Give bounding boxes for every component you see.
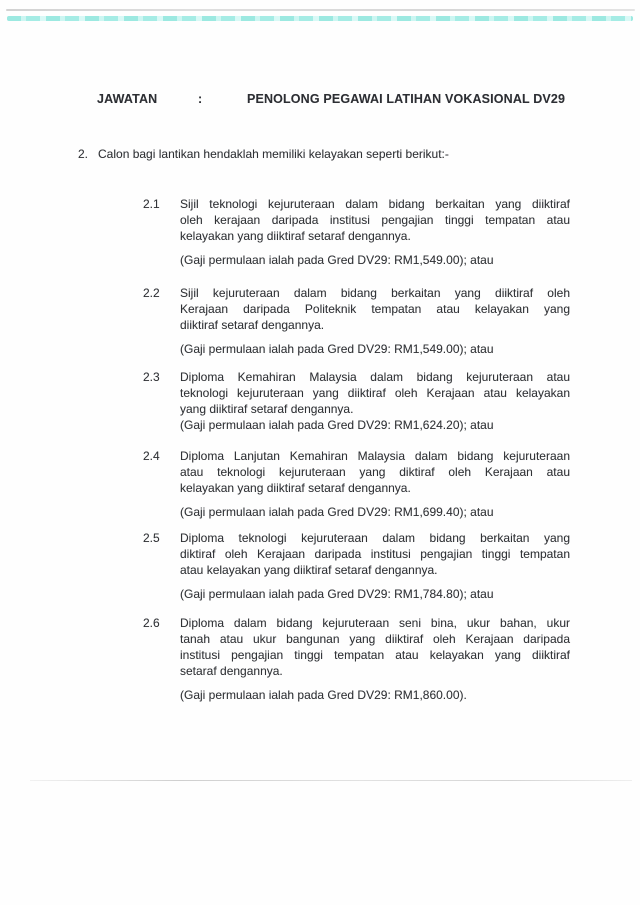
qualification-item	[143, 369, 570, 433]
intro-row	[78, 146, 449, 162]
item-line: diktiraf oleh Kerajaan daripada institusi pengajian tinggi tempatan	[180, 547, 570, 561]
item-line: kelayakan yang diiktiraf setaraf dengannya.	[180, 229, 411, 243]
item-line: tanah atau ukur bangunan yang diiktiraf oleh Kerajaan daripada	[180, 632, 570, 646]
item-line: atau kelayakan yang diiktiraf setaraf dengannya.	[180, 563, 438, 577]
item-salary-note: (Gaji permulaan ialah pada Gred DV29: RM1,699.40); atau	[180, 505, 494, 519]
item-salary-note: (Gaji permulaan ialah pada Gred DV29: RM1,860.00).	[180, 688, 467, 702]
item-number: 2.6	[143, 616, 160, 630]
qualification-item	[143, 285, 570, 357]
item-line: institusi pengajian tinggi tempatan atau kelayakan yang diiktiraf	[180, 648, 570, 662]
job-title-label: JAWATAN	[97, 92, 158, 106]
item-body	[180, 285, 570, 333]
item-line: Sijil kejuruteraan dalam bidang berkaitan yang diiktiraf oleh	[180, 286, 570, 300]
item-line: Diploma teknologi kejuruteraan dalam bidang berkaitan yang	[180, 531, 570, 545]
item-body	[180, 369, 570, 417]
item-line: atau teknologi kejuruteraan yang diktiraf oleh Kerajaan atau	[180, 465, 570, 479]
item-line: kelayakan yang diiktiraf setaraf dengannya.	[180, 481, 411, 495]
item-line: Diploma Lanjutan Kemahiran Malaysia dalam bidang kejuruteraan	[180, 449, 570, 463]
item-line: diiktiraf setaraf dengannya.	[180, 318, 325, 332]
item-content	[180, 530, 570, 602]
item-line: Kerajaan daripada Politeknik tempatan atau kelayakan yang	[180, 302, 570, 316]
item-body	[180, 530, 570, 578]
item-salary-note: (Gaji permulaan ialah pada Gred DV29: RM1,549.00); atau	[180, 342, 494, 356]
job-title-row	[0, 91, 640, 109]
item-salary-note: (Gaji permulaan ialah pada Gred DV29: RM1,549.00); atau	[180, 253, 494, 267]
top-rule-teal-divider	[7, 16, 633, 21]
item-number: 2.5	[143, 531, 160, 545]
item-body	[180, 196, 570, 244]
qualification-item	[143, 530, 570, 602]
item-content	[180, 369, 570, 433]
item-body	[180, 448, 570, 496]
item-salary-note: (Gaji permulaan ialah pada Gred DV29: RM1,784.80); atau	[180, 587, 494, 601]
item-line: Diploma dalam bidang kejuruteraan seni bina, ukur bahan, ukur	[180, 616, 570, 630]
intro-text: Calon bagi lantikan hendaklah memiliki kelayakan seperti berikut:-	[98, 147, 449, 161]
item-content	[180, 448, 570, 520]
item-body	[180, 615, 570, 679]
intro-number: 2.	[78, 147, 89, 161]
item-number: 2.3	[143, 370, 160, 384]
top-rule-gray	[6, 9, 635, 11]
item-content	[180, 615, 570, 703]
item-line: teknologi kejuruteraan yang diiktiraf oleh Kerajaan atau kelayakan	[180, 386, 570, 400]
item-salary-note: (Gaji permulaan ialah pada Gred DV29: RM1,624.20); atau	[180, 418, 494, 432]
job-title-separator: :	[198, 92, 203, 106]
job-title-text: PENOLONG PEGAWAI LATIHAN VOKASIONAL DV29	[247, 92, 566, 106]
item-line: setaraf dengannya.	[180, 664, 283, 678]
item-number: 2.2	[143, 286, 160, 300]
qualification-item	[143, 448, 570, 520]
item-number: 2.4	[143, 449, 160, 463]
qualification-item	[143, 196, 570, 268]
item-line: Diploma Kemahiran Malaysia dalam bidang kejuruteraan atau	[180, 370, 570, 384]
scan-artifact-line	[30, 780, 632, 781]
item-line: Sijil teknologi kejuruteraan dalam bidang berkaitan yang diiktiraf	[180, 197, 570, 211]
item-number: 2.1	[143, 197, 160, 211]
item-line: oleh kerajaan daripada institusi pengajian tinggi tempatan atau	[180, 213, 570, 227]
item-line: yang diiktiraf setaraf dengannya.	[180, 402, 354, 416]
item-content	[180, 196, 570, 268]
item-content	[180, 285, 570, 357]
qualification-item	[143, 615, 570, 703]
